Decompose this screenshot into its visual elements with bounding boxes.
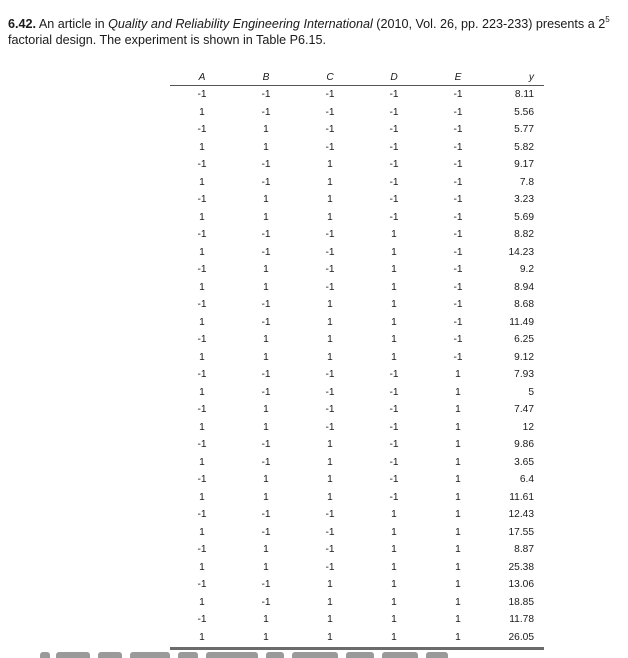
cell-e: 1 xyxy=(455,491,461,503)
table-row xyxy=(170,559,544,577)
cell-c: 1 xyxy=(327,211,333,223)
table-row xyxy=(170,244,544,262)
table-row xyxy=(170,471,544,489)
cell-b: -1 xyxy=(261,316,271,328)
cell-y: 18.85 xyxy=(508,596,534,608)
cell-c: 1 xyxy=(327,474,333,486)
cell-y: 11.49 xyxy=(509,316,534,328)
cell-c: 1 xyxy=(327,439,333,451)
cell-e: 1 xyxy=(455,439,461,451)
cell-c: 1 xyxy=(327,159,333,171)
cell-e: 1 xyxy=(455,474,461,486)
cell-y: 8.82 xyxy=(514,229,534,241)
cell-y: 7.93 xyxy=(514,369,534,381)
cell-a: -1 xyxy=(197,159,207,171)
cell-b: 1 xyxy=(263,544,269,556)
cell-e: 1 xyxy=(455,561,461,573)
cell-a: -1 xyxy=(197,404,207,416)
cell-a: 1 xyxy=(199,316,205,328)
cell-c: -1 xyxy=(325,369,335,381)
cell-b: -1 xyxy=(261,159,271,171)
cell-y: 5.69 xyxy=(514,211,534,223)
cell-y: 5.82 xyxy=(514,141,534,153)
cell-a: 1 xyxy=(199,421,205,433)
cell-c: -1 xyxy=(325,281,335,293)
cell-e: 1 xyxy=(455,631,461,643)
cell-c: 1 xyxy=(327,351,333,363)
cell-e: 1 xyxy=(455,579,461,591)
table-row xyxy=(170,576,544,594)
cell-d: -1 xyxy=(389,194,399,206)
cell-c: 1 xyxy=(327,334,333,346)
cell-a: 1 xyxy=(199,561,205,573)
cell-b: 1 xyxy=(263,194,269,206)
table-row xyxy=(170,629,544,647)
cell-a: -1 xyxy=(197,299,207,311)
cell-e: 1 xyxy=(455,509,461,521)
cell-y: 8.94 xyxy=(514,281,534,293)
cell-b: -1 xyxy=(261,229,271,241)
cell-y: 25.38 xyxy=(508,561,534,573)
table-row xyxy=(170,349,544,367)
cell-a: 1 xyxy=(199,351,205,363)
table-row xyxy=(170,191,544,209)
header-a: A xyxy=(170,69,234,86)
cell-d: 1 xyxy=(391,334,397,346)
cell-a: 1 xyxy=(199,491,205,503)
table-header-row xyxy=(170,69,544,86)
cell-e: -1 xyxy=(453,176,463,188)
cell-y: 12.43 xyxy=(508,509,534,521)
cell-y: 7.47 xyxy=(514,404,534,416)
cell-e: 1 xyxy=(455,596,461,608)
table-row xyxy=(170,314,544,332)
table-row xyxy=(170,366,544,384)
cell-y: 5.77 xyxy=(514,124,534,136)
cell-a: -1 xyxy=(197,194,207,206)
cell-y: 12 xyxy=(522,421,534,433)
problem-line-1 xyxy=(8,16,620,32)
cell-b: 1 xyxy=(263,141,269,153)
cell-b: -1 xyxy=(261,176,271,188)
cell-a: -1 xyxy=(197,474,207,486)
header-b: B xyxy=(234,69,298,86)
cell-a: 1 xyxy=(199,386,205,398)
cell-c: 1 xyxy=(327,596,333,608)
problem-text-after: (2010, Vol. 26, pp. 223-233) presents a 2 xyxy=(372,17,606,31)
cell-y: 8.11 xyxy=(514,89,534,101)
cell-y: 11.78 xyxy=(509,614,534,626)
cell-b: 1 xyxy=(263,334,269,346)
cell-y: 3.23 xyxy=(514,194,534,206)
cell-b: -1 xyxy=(261,526,271,538)
journal-title: Quality and Reliability Engineering International xyxy=(108,17,373,31)
cell-y: 11.61 xyxy=(509,491,534,503)
cell-b: -1 xyxy=(261,596,271,608)
cell-e: -1 xyxy=(453,194,463,206)
cell-e: -1 xyxy=(453,229,463,241)
cell-c: -1 xyxy=(325,561,335,573)
cell-d: 1 xyxy=(391,299,397,311)
cell-d: -1 xyxy=(389,106,399,118)
cell-b: -1 xyxy=(261,456,271,468)
cell-b: 1 xyxy=(263,421,269,433)
table-row xyxy=(170,454,544,472)
cell-b: 1 xyxy=(263,124,269,136)
problem-statement xyxy=(8,16,620,48)
cell-d: -1 xyxy=(389,491,399,503)
cell-y: 5.56 xyxy=(514,106,534,118)
cell-b: 1 xyxy=(263,631,269,643)
table-row xyxy=(170,209,544,227)
cell-y: 9.17 xyxy=(514,159,534,171)
table-row xyxy=(170,104,544,122)
table-row xyxy=(170,611,544,629)
cell-a: -1 xyxy=(197,614,207,626)
table-row xyxy=(170,156,544,174)
cell-d: -1 xyxy=(389,421,399,433)
cell-d: 1 xyxy=(391,229,397,241)
table-row xyxy=(170,261,544,279)
table-row xyxy=(170,174,544,192)
table-row xyxy=(170,121,544,139)
cell-e: 1 xyxy=(455,456,461,468)
cell-e: 1 xyxy=(455,369,461,381)
cell-c: -1 xyxy=(325,106,335,118)
cell-d: -1 xyxy=(389,474,399,486)
table-body xyxy=(170,86,544,647)
problem-line-2: factorial design. The experiment is shown in Table P6.15. xyxy=(8,33,327,47)
cell-e: 1 xyxy=(455,404,461,416)
cell-c: 1 xyxy=(327,579,333,591)
experiment-table xyxy=(170,69,544,650)
cell-b: 1 xyxy=(263,474,269,486)
cell-b: 1 xyxy=(263,404,269,416)
table-row xyxy=(170,506,544,524)
cell-y: 8.68 xyxy=(514,299,534,311)
cell-d: -1 xyxy=(389,124,399,136)
cell-d: 1 xyxy=(391,281,397,293)
cell-b: -1 xyxy=(261,439,271,451)
cell-c: -1 xyxy=(325,229,335,241)
cell-b: 1 xyxy=(263,211,269,223)
cell-d: -1 xyxy=(389,141,399,153)
cell-d: 1 xyxy=(391,316,397,328)
cell-e: -1 xyxy=(453,334,463,346)
table-row xyxy=(170,436,544,454)
table-row xyxy=(170,419,544,437)
cell-y: 26.05 xyxy=(508,631,534,643)
cell-c: 1 xyxy=(327,614,333,626)
cell-a: 1 xyxy=(199,631,205,643)
cell-d: -1 xyxy=(389,456,399,468)
cell-b: 1 xyxy=(263,351,269,363)
header-y: y xyxy=(490,69,544,86)
cell-b: 1 xyxy=(263,281,269,293)
table-row xyxy=(170,86,544,104)
cell-y: 7.8 xyxy=(519,176,534,188)
cell-c: -1 xyxy=(325,509,335,521)
cell-a: -1 xyxy=(197,124,207,136)
cell-d: 1 xyxy=(391,544,397,556)
header-e: E xyxy=(426,69,490,86)
cell-d: 1 xyxy=(391,526,397,538)
cell-c: 1 xyxy=(327,299,333,311)
cell-b: -1 xyxy=(261,386,271,398)
cell-a: -1 xyxy=(197,509,207,521)
cell-y: 6.4 xyxy=(519,474,534,486)
cell-a: 1 xyxy=(199,176,205,188)
cell-y: 9.2 xyxy=(519,264,534,276)
cell-a: -1 xyxy=(197,264,207,276)
cell-b: -1 xyxy=(261,106,271,118)
cell-d: 1 xyxy=(391,631,397,643)
cell-c: -1 xyxy=(325,246,335,258)
cell-e: -1 xyxy=(453,299,463,311)
cell-c: -1 xyxy=(325,421,335,433)
cell-d: 1 xyxy=(391,614,397,626)
cell-e: -1 xyxy=(453,246,463,258)
cell-y: 9.12 xyxy=(514,351,534,363)
cell-c: -1 xyxy=(325,544,335,556)
table-row xyxy=(170,541,544,559)
cell-d: -1 xyxy=(389,176,399,188)
table-row xyxy=(170,384,544,402)
table-row xyxy=(170,296,544,314)
cell-e: -1 xyxy=(453,141,463,153)
table-row xyxy=(170,489,544,507)
cell-d: -1 xyxy=(389,369,399,381)
cell-a: 1 xyxy=(199,106,205,118)
problem-number: 6.42. xyxy=(8,17,37,31)
cell-c: 1 xyxy=(327,316,333,328)
cell-e: -1 xyxy=(453,89,463,101)
cell-d: -1 xyxy=(389,404,399,416)
cell-d: -1 xyxy=(389,89,399,101)
cell-c: -1 xyxy=(325,124,335,136)
cell-a: 1 xyxy=(199,281,205,293)
cell-a: -1 xyxy=(197,229,207,241)
header-c: C xyxy=(298,69,362,86)
cell-e: -1 xyxy=(453,211,463,223)
cell-c: -1 xyxy=(325,526,335,538)
cell-c: 1 xyxy=(327,194,333,206)
cell-c: 1 xyxy=(327,491,333,503)
cell-c: -1 xyxy=(325,386,335,398)
cell-y: 6.25 xyxy=(514,334,534,346)
truncated-next-line xyxy=(40,646,480,658)
cell-d: -1 xyxy=(389,386,399,398)
cell-a: -1 xyxy=(197,369,207,381)
cell-e: -1 xyxy=(453,316,463,328)
table-row xyxy=(170,226,544,244)
cell-e: 1 xyxy=(455,386,461,398)
cell-y: 5 xyxy=(528,386,534,398)
cell-y: 17.55 xyxy=(508,526,534,538)
cell-a: 1 xyxy=(199,596,205,608)
cell-d: -1 xyxy=(389,159,399,171)
cell-e: -1 xyxy=(453,281,463,293)
cell-d: -1 xyxy=(389,211,399,223)
cell-a: -1 xyxy=(197,544,207,556)
cell-a: 1 xyxy=(199,246,205,258)
cell-a: -1 xyxy=(197,439,207,451)
cell-b: -1 xyxy=(261,579,271,591)
table-row xyxy=(170,331,544,349)
cell-c: -1 xyxy=(325,404,335,416)
cell-e: -1 xyxy=(453,106,463,118)
cell-b: -1 xyxy=(261,89,271,101)
cell-d: 1 xyxy=(391,264,397,276)
cell-b: -1 xyxy=(261,509,271,521)
cell-e: -1 xyxy=(453,124,463,136)
cell-d: 1 xyxy=(391,246,397,258)
cell-c: -1 xyxy=(325,264,335,276)
cell-c: 1 xyxy=(327,631,333,643)
cell-b: 1 xyxy=(263,491,269,503)
header-d: D xyxy=(362,69,426,86)
cell-b: 1 xyxy=(263,614,269,626)
cell-a: 1 xyxy=(199,211,205,223)
cell-e: 1 xyxy=(455,614,461,626)
cell-c: -1 xyxy=(325,141,335,153)
cell-e: 1 xyxy=(455,544,461,556)
cell-d: 1 xyxy=(391,579,397,591)
table-row xyxy=(170,139,544,157)
design-table xyxy=(170,69,544,646)
cell-c: 1 xyxy=(327,456,333,468)
cell-e: 1 xyxy=(455,526,461,538)
table-row xyxy=(170,401,544,419)
cell-a: -1 xyxy=(197,579,207,591)
cell-c: -1 xyxy=(325,89,335,101)
cell-e: -1 xyxy=(453,351,463,363)
cell-y: 14.23 xyxy=(508,246,534,258)
cell-a: 1 xyxy=(199,456,205,468)
cell-b: 1 xyxy=(263,264,269,276)
problem-text-before: An article in xyxy=(38,17,109,31)
cell-d: 1 xyxy=(391,561,397,573)
cell-d: 1 xyxy=(391,351,397,363)
cell-d: 1 xyxy=(391,596,397,608)
cell-d: 1 xyxy=(391,509,397,521)
cell-b: -1 xyxy=(261,246,271,258)
cell-c: 1 xyxy=(327,176,333,188)
factorial-exponent: 5 xyxy=(605,15,610,24)
cell-a: -1 xyxy=(197,334,207,346)
cell-y: 3.65 xyxy=(514,456,534,468)
cell-e: 1 xyxy=(455,421,461,433)
cell-d: -1 xyxy=(389,439,399,451)
cell-b: 1 xyxy=(263,561,269,573)
table-row xyxy=(170,279,544,297)
cell-a: 1 xyxy=(199,526,205,538)
cell-e: -1 xyxy=(453,159,463,171)
cell-b: -1 xyxy=(261,299,271,311)
cell-e: -1 xyxy=(453,264,463,276)
table-row xyxy=(170,524,544,542)
cell-b: -1 xyxy=(261,369,271,381)
cell-y: 13.06 xyxy=(508,579,534,591)
cell-y: 8.87 xyxy=(514,544,534,556)
cell-y: 9.86 xyxy=(514,439,534,451)
cell-a: 1 xyxy=(199,141,205,153)
cell-a: -1 xyxy=(197,89,207,101)
table-row xyxy=(170,594,544,612)
